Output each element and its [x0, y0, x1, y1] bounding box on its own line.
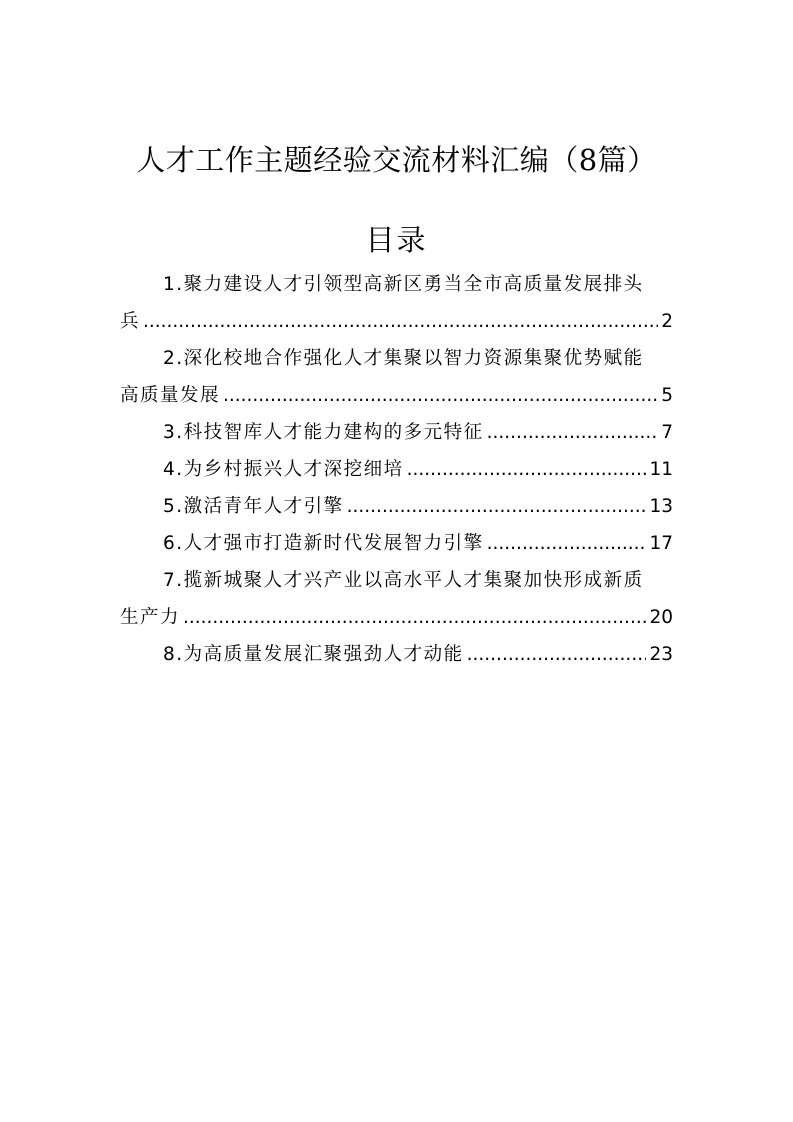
- toc-entry-line: [120, 451, 673, 488]
- toc-dot-leader: [487, 414, 659, 451]
- toc-entry-title: 2.深化校地合作强化人才集聚以智力资源集聚优势赋能: [163, 348, 644, 369]
- toc-dot-leader: [143, 303, 658, 340]
- toc-dot-leader: [487, 525, 647, 562]
- toc-entry-line: [120, 377, 673, 414]
- toc-entry-line: [120, 340, 673, 377]
- toc-entry-line: [120, 636, 673, 673]
- toc-page-number: 7: [661, 422, 673, 443]
- toc-entry-line: [120, 488, 673, 525]
- toc-entry-6[interactable]: [120, 525, 673, 562]
- toc-entry-3[interactable]: [120, 414, 673, 451]
- toc-entry-line: [120, 562, 673, 599]
- document-title: 人才工作主题经验交流材料汇编（8篇）: [136, 143, 657, 177]
- table-of-contents: [120, 266, 673, 673]
- toc-page-number: 11: [649, 459, 673, 480]
- toc-dot-leader: [407, 451, 647, 488]
- toc-entry-title-continued: 兵: [120, 311, 141, 332]
- toc-entry-title: 7.揽新城聚人才兴产业以高水平人才集聚加快形成新质: [163, 570, 644, 591]
- toc-entry-line: [120, 303, 673, 340]
- toc-dot-leader: [347, 488, 647, 525]
- toc-dot-leader: [223, 377, 658, 414]
- toc-entry-title-continued: 生产力: [120, 607, 181, 628]
- toc-page-number: 13: [649, 496, 673, 517]
- toc-entry-4[interactable]: [120, 451, 673, 488]
- toc-page-number: 17: [649, 533, 673, 554]
- toc-entry-2[interactable]: [120, 340, 673, 414]
- toc-heading: 目录: [365, 223, 428, 257]
- toc-entry-title: 1.聚力建设人才引领型高新区勇当全市高质量发展排头: [163, 274, 644, 295]
- toc-entry-title-continued: 高质量发展: [120, 385, 221, 406]
- toc-entry-8[interactable]: [120, 636, 673, 673]
- toc-entry-line: [120, 525, 673, 562]
- toc-entry-line: [120, 266, 673, 303]
- toc-entry-title: 5.激活青年人才引擎: [163, 496, 344, 517]
- toc-dot-leader: [183, 599, 646, 636]
- toc-entry-title: 4.为乡村振兴人才深挖细培: [163, 459, 404, 480]
- toc-entry-line: [120, 414, 673, 451]
- toc-entry-7[interactable]: [120, 562, 673, 636]
- toc-dot-leader: [467, 636, 647, 673]
- toc-entry-1[interactable]: [120, 266, 673, 340]
- toc-entry-title: 8.为高质量发展汇聚强劲人才动能: [163, 644, 464, 665]
- toc-page-number: 5: [661, 385, 673, 406]
- toc-entry-title: 3.科技智库人才能力建构的多元特征: [163, 422, 484, 443]
- toc-page-number: 23: [649, 644, 673, 665]
- toc-page-number: 20: [649, 607, 673, 628]
- toc-entry-line: [120, 599, 673, 636]
- toc-page-number: 2: [661, 311, 673, 332]
- toc-entry-title: 6.人才强市打造新时代发展智力引擎: [163, 533, 484, 554]
- toc-entry-5[interactable]: [120, 488, 673, 525]
